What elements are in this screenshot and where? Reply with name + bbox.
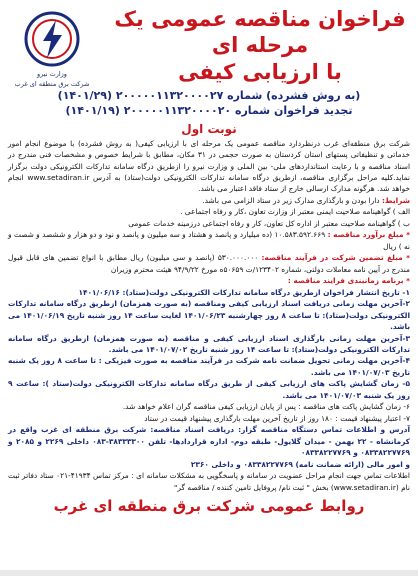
header bbox=[8, 4, 410, 89]
schedule-item-2: ۲-آخرین مهلت زمانی دریافت اسناد ارزیابی کیفی ومناقصه (به صورت همزمان) ازطریق درگاه سامانه تدارکات الکترونیکی دولت(ستاد): تا ساعت ۸ روز چهارشنبه ۱۴۰۱/۰۶/۲۳ لغایت ساعت ۱۴ روز شنبه تاریخ ۱۴۰۱/۰۶/۱۹ می باشد. bbox=[8, 299, 410, 332]
contact-finance: و امور مالی (ارائه ضمانت نامه) ۰۸۳۳۸۲۲۷۷۶۹ و داخلی ۲۳۶۰ bbox=[190, 459, 410, 469]
conditions-text: دارا بودن و بارگذاری مدارک زیر در ستاد الزامی می باشد. bbox=[202, 195, 380, 205]
public-relations-footer: روابط عمومی شرکت برق منطقه ای غرب bbox=[53, 497, 365, 516]
schedule-item-5: ۵- زمان گشایش پاکت های ارزیابی کیفی از طریق درگاه سامانه تدارکات الکترونیکی دولت(ستاد ): ساعت ۹ روز یک شنبه ۱۴۰۱/۰۷/۰۳ می باشد. bbox=[8, 379, 410, 400]
contact-setad: اطلاعات تماس جهت انجام مراحل عضویت در سامانه و پاسخگویی به مشکلات سامانه ای : مرکز تماس ۴۱۹۳۴-۰۲۱ ستاد دفاتر ثبت نام (www.setadiran.ir) بخش " ثبت نام/ پروفایل تامین کننده / مناقصه گر" bbox=[8, 471, 410, 492]
intro-paragraph: شرکت برق منطقه‌ای غرب درنظردارد مناقصه عمومی یک مرحله ای با ارزیابی کیفی( به روش فشرده) با موضوع انجام امور خدماتی و تنظیفاتی پستهای استان کردستان به صورت حجمی در ۳۱ مکان، مطابق با شرایط خصوص و مشخصات فنی مندرج در اسناد مناقصه و با رعایت استانداردهای ملی- بین الملی و وزارت نیرو را ازطریق درگاه سامانه تدارکات الکترونیکی دولت برگزار نماید.کلیه مراحل برگزاری مناقصه، ازطریق درگاه سامانه تدارکات الکترونیکی دولت(ستاد) به آدرس www.setadiran.ir انجام خواهد شد. هرگونه مدارک ارسالی خارج از ستاد فاقد اعتبار می باشد. bbox=[8, 138, 410, 194]
contact-address: آدرس و اطلاعات تماس دستگاه مناقصه گزار: دریافت اسناد مناقصه: شرکت برق منطقه ای غرب واقع در کرمانشاه - ۲۲ بهمن - میدان گلایول- طبقه دوم- اداره قراردادها- تلفن ۳۸۳۳۳۳۰۰-۰۸۳ داخلی ۲۲۶۹ و ۲۰۸۵ و ۰۸۳۳۸۲۲۷۷۶۹ و ۰۸۳۳۸۲۲۷۷۶۹ bbox=[8, 425, 410, 458]
schedule-item-4: ۴-آخرین مهلت زمانی تحویل ضمانت نامه شرکت در فرآیند مناقصه به صورت فیزیکی : تا ساعت ۸ روز یک شنبه تاریخ ۱۴۰۱/۰۷/۰۳ می باشد. bbox=[8, 356, 410, 377]
condition-a: الف ) گواهینامه صلاحیت ایمنی معتبر از وزارت تعاون ،کار و رفاه اجتماعی . bbox=[180, 207, 410, 217]
renewal-notice-number: تجدید فراخوان شماره ۲۰۰۰۰۰۱۱۳۲۰۰۰۰۲۰ (۱۴۰۱/۱۹) bbox=[65, 103, 353, 117]
notice-body bbox=[8, 138, 410, 494]
guarantee-line bbox=[8, 252, 410, 275]
budget-label: * مبلغ برآورد مناقصه : bbox=[327, 230, 410, 240]
notice-title-line2: با ارزیابی کیفی bbox=[178, 59, 342, 84]
conditions-label: شرایط: bbox=[381, 195, 410, 205]
budget-text: ۱۰.۵۸۳.۵۹۲.۶۶۹ (ده میلیارد و پانصد و هشتاد و سه میلیون و پانصد و نود و دو هزار و ششصد و شصت و نه ) ریال bbox=[8, 230, 410, 251]
guarantee-text: ۵۳۰.۰۰۰.۰۰۰ (پانصد و سی میلیون) ریال مطابق با انواع تضمین های قابل قبول مندرج در آیین نامه معاملات دولتی، شماره ۱۲۳۴۰۲/ت ۵۰۶۵۹ه مورخ ۹۴/۹/۲۲ هیئت محترم وزیران bbox=[8, 253, 410, 274]
bottom-divider bbox=[0, 570, 418, 576]
guarantee-label: * مبلغ تضمین شرکت در فرآیند مناقصه: bbox=[261, 253, 410, 263]
budget-line bbox=[8, 229, 410, 252]
conditions-line bbox=[8, 195, 410, 206]
schedule-item-1: ۱- تاریخ انتشار فراخوان ازطریق درگاه سامانه تدارکات الکترونیکی دولت(ستاد): ۱۴۰۱/۰۶/۱۶ bbox=[78, 287, 410, 297]
notice-number: (به روش فشرده) شماره ۲۰۰۰۰۰۱۱۳۲۰۰۰۰۲۷ (۱۴۰۱/۲۹) bbox=[57, 88, 361, 102]
logo-caption-company: شرکت برق منطقه ای غرب bbox=[14, 80, 90, 89]
notice-round: نوبت اول bbox=[181, 121, 237, 136]
schedule-label: * برنامه زمانبندی فرایند مناقصه : bbox=[287, 276, 410, 286]
company-logo bbox=[12, 4, 92, 89]
header-titles bbox=[92, 4, 410, 85]
schedule-item-3: ۳-آخرین مهلت زمانی بارگذاری اسناد ارزیابی کیفی و مناقصه (به صورت همزمان) ازطریق درگاه سامانه تدارکات الکترونیکی دولت(ستاد): تا ساعت ۱۴ روز شنبه تاریخ ۱۴۰۱/۰۷/۰۲ می باشد. bbox=[8, 333, 410, 354]
notice-title: فراخوان مناقصه عمومی یک مرحله ای bbox=[114, 7, 406, 58]
condition-b: ب ) گواهینامه صلاحیت معتبر از اداره کل تعاون، کار و رفاه اجتماعی درزمینه خدمات عمومی bbox=[128, 218, 410, 228]
schedule-item-6: ۶- زمان گشایش پاکت های مناقصه : پس از پایان ارزیابی کیفی مناقصه گران اعلام خواهد شد. bbox=[122, 402, 410, 412]
logo-caption-ministry: وزارت نیرو bbox=[37, 70, 67, 78]
schedule-item-7: ۷- اعتبار پیشنهاد قیمت : ۱۸۰ روز از تاریخ آخرین مهلت بارگذاری پیشنهاد قیمت در ستاد bbox=[144, 413, 410, 423]
power-company-logo-icon bbox=[23, 10, 81, 68]
